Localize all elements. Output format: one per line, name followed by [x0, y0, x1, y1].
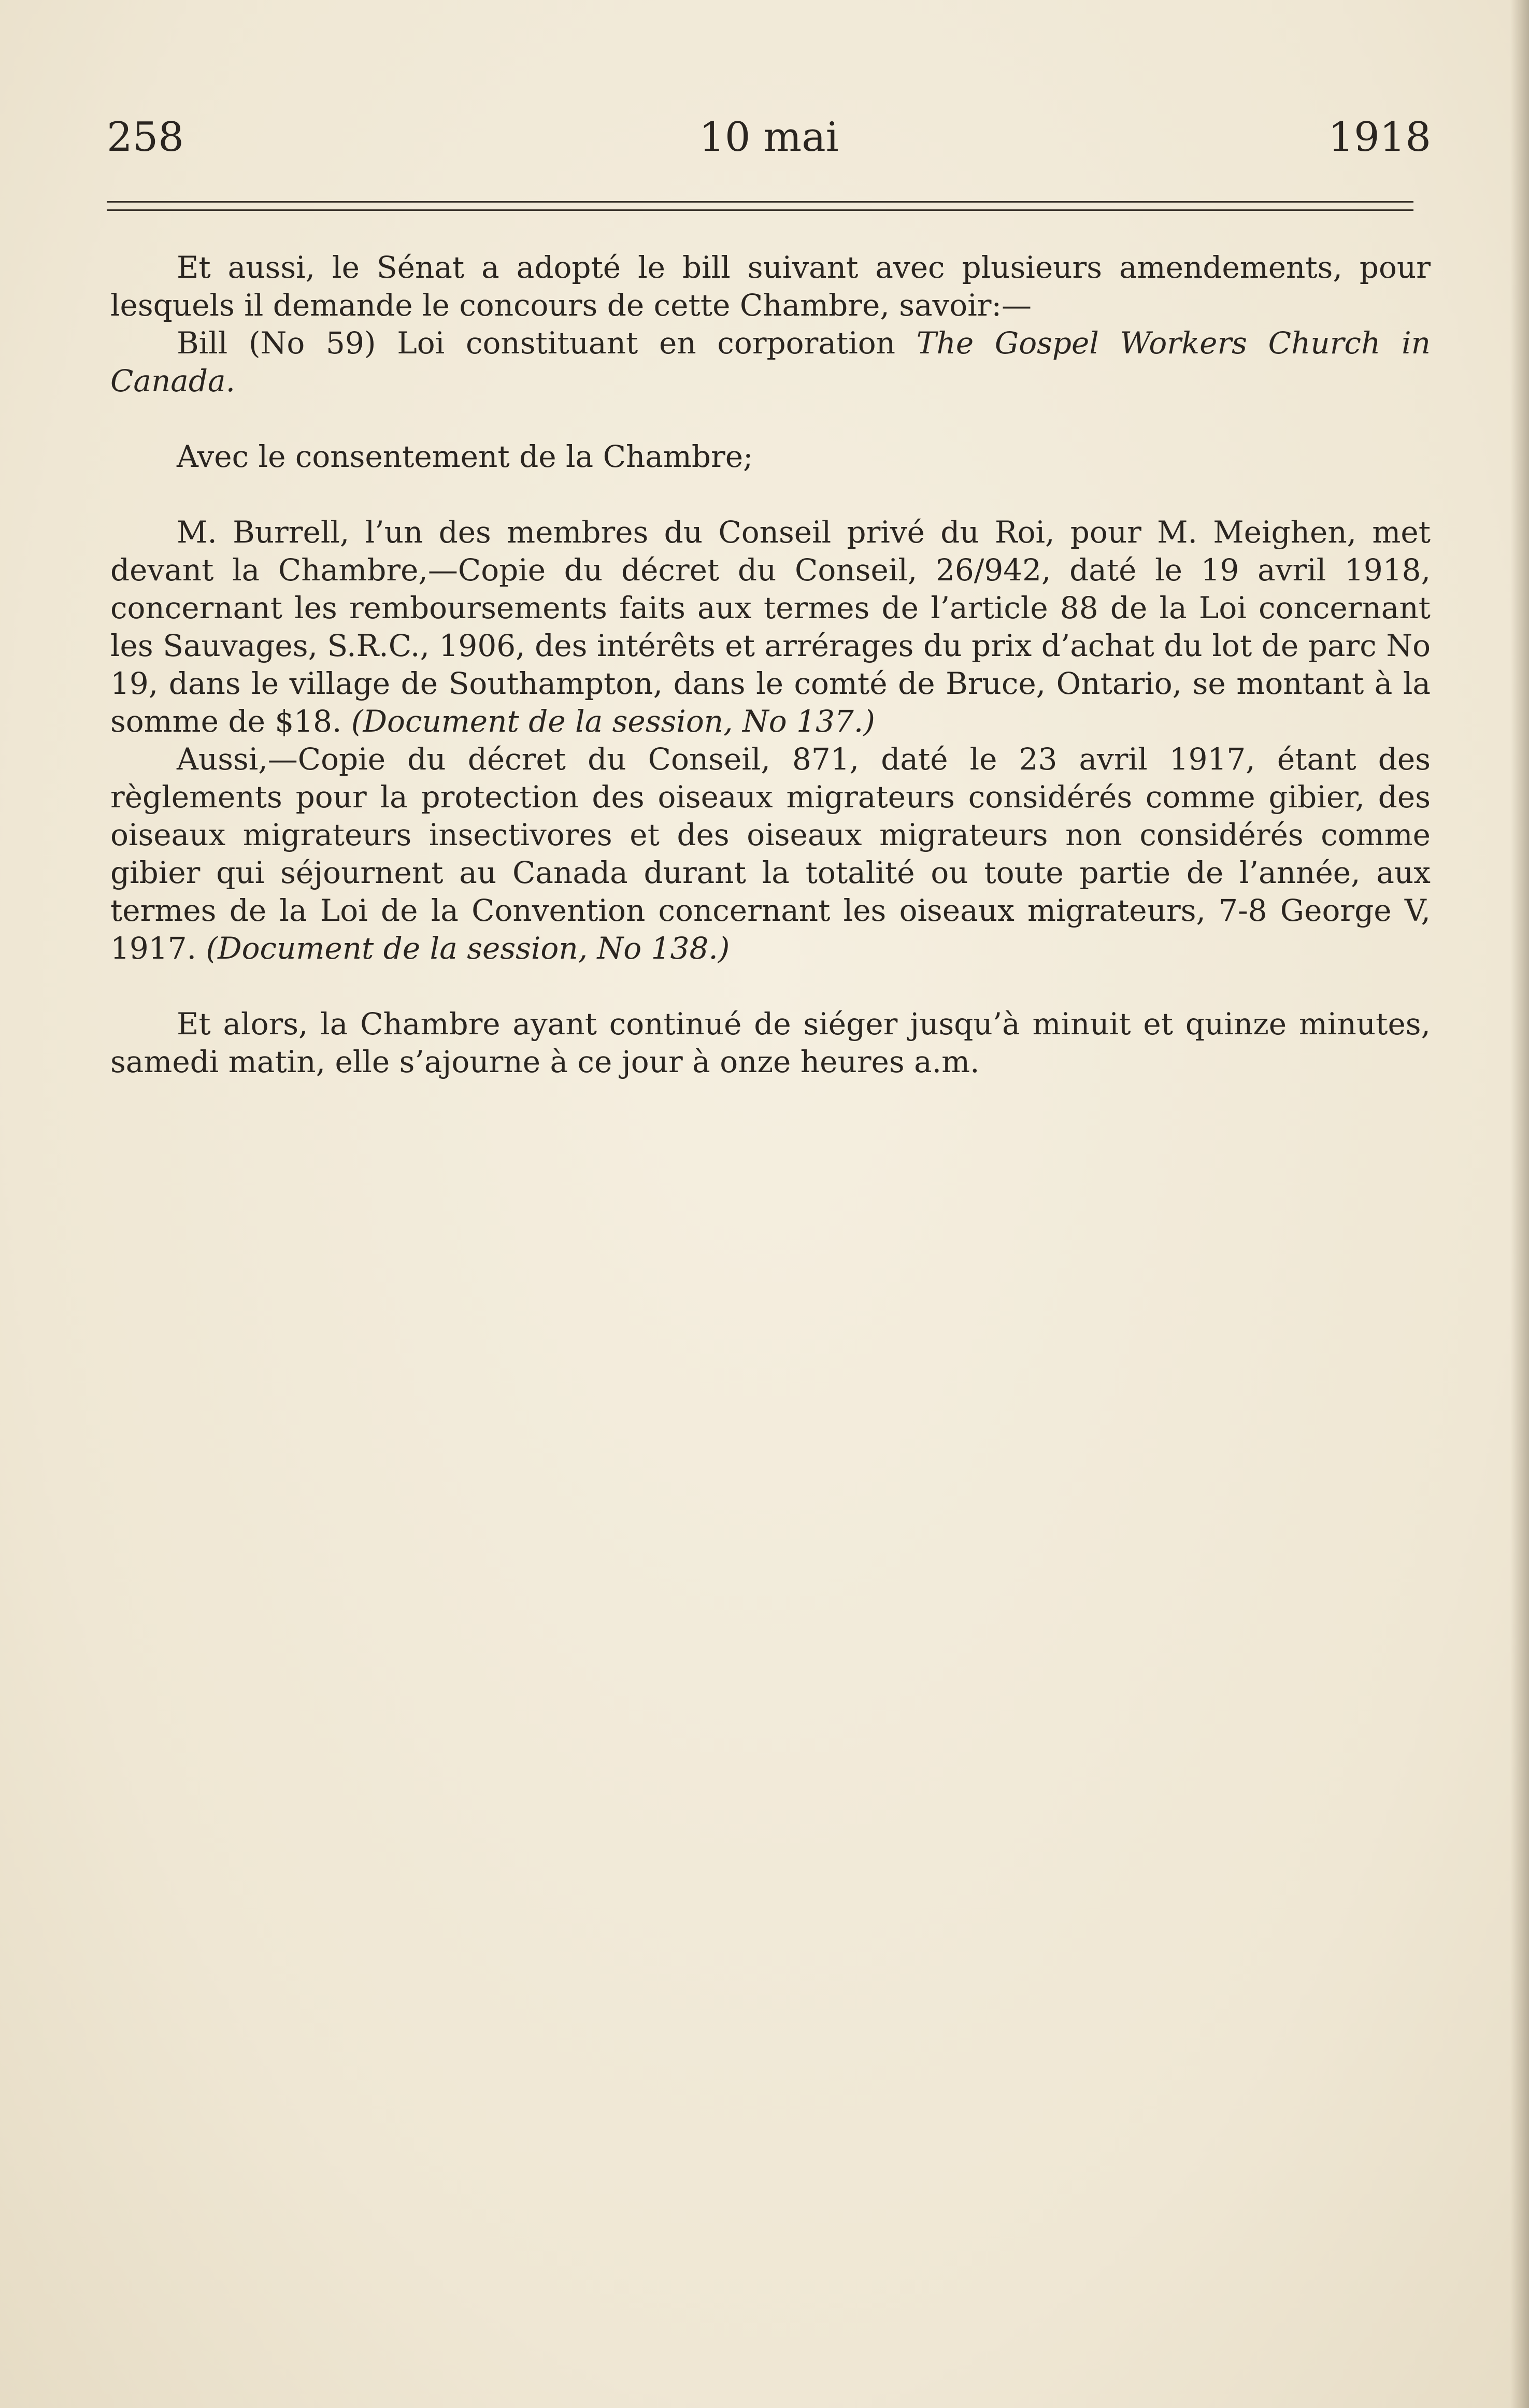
paragraph-adjournment: Et alors, la Chambre ayant continué de siéger jusqu’à minuit et quinze minutes, samedi matin, elle s’ajourne à ce jour à onze heures a.m. [110, 1006, 1431, 1079]
header-rule-top [107, 201, 1413, 203]
burrell-text: M. Burrell, l’un des membres du Conseil privé du Roi, pour M. Meighen, met devant la Chambre,—Copie du décret du Conseil, 26/942, daté le 19 avril 1918, concernant les remboursements faits aux termes de l’article 88 de la Loi concernant les Sauvages, S.R.C., 1906, des intérêts et arrérages du prix d’achat du lot de parc No 19, dans le village de Southampton, dans le comté de Bruce, Ontario, se montant à la somme de $18. [110, 515, 1431, 739]
journal-body [110, 249, 1431, 1081]
page-edge-shadow [1510, 0, 1529, 2408]
paragraph-consent: Avec le consentement de la Chambre; [177, 439, 753, 474]
bill-59-text: Bill (No 59) Loi constituant en corporation [177, 325, 917, 361]
migratory-birds-text: Aussi,—Copie du décret du Conseil, 871, daté le 23 avril 1917, étant des règlements pour la protection des oiseaux migrateurs considérés comme gibier, des oiseaux migrateurs insectivores et des oiseaux migrateurs non considérés comme gibier qui séjournent au Canada durant la totalité ou toute partie de l’année, aux termes de la Loi de la Convention concernant les oiseaux migrateurs, 7-8 George V, 1917. [110, 742, 1431, 966]
bill-59-title: The Gospel Workers Church in Canada. [110, 325, 1431, 398]
page-number: 258 [107, 114, 184, 161]
page-header [107, 114, 1431, 161]
paragraph-migratory-birds [110, 740, 1431, 967]
header-year: 1918 [1328, 114, 1431, 161]
paragraph-senate-bill: Et aussi, le Sénat a adopté le bill suivant avec plusieurs amendements, pour lesquels il demande le concours de cette Chambre, savoir:— [110, 250, 1431, 323]
migratory-birds-document-ref: (Document de la session, No 138.) [206, 931, 730, 966]
header-date: 10 mai [699, 114, 839, 161]
paragraph-burrell [110, 514, 1431, 740]
paragraph-bill-59 [110, 324, 1431, 400]
header-rule-bottom [107, 209, 1413, 211]
burrell-document-ref: (Document de la session, No 137.) [351, 704, 875, 739]
